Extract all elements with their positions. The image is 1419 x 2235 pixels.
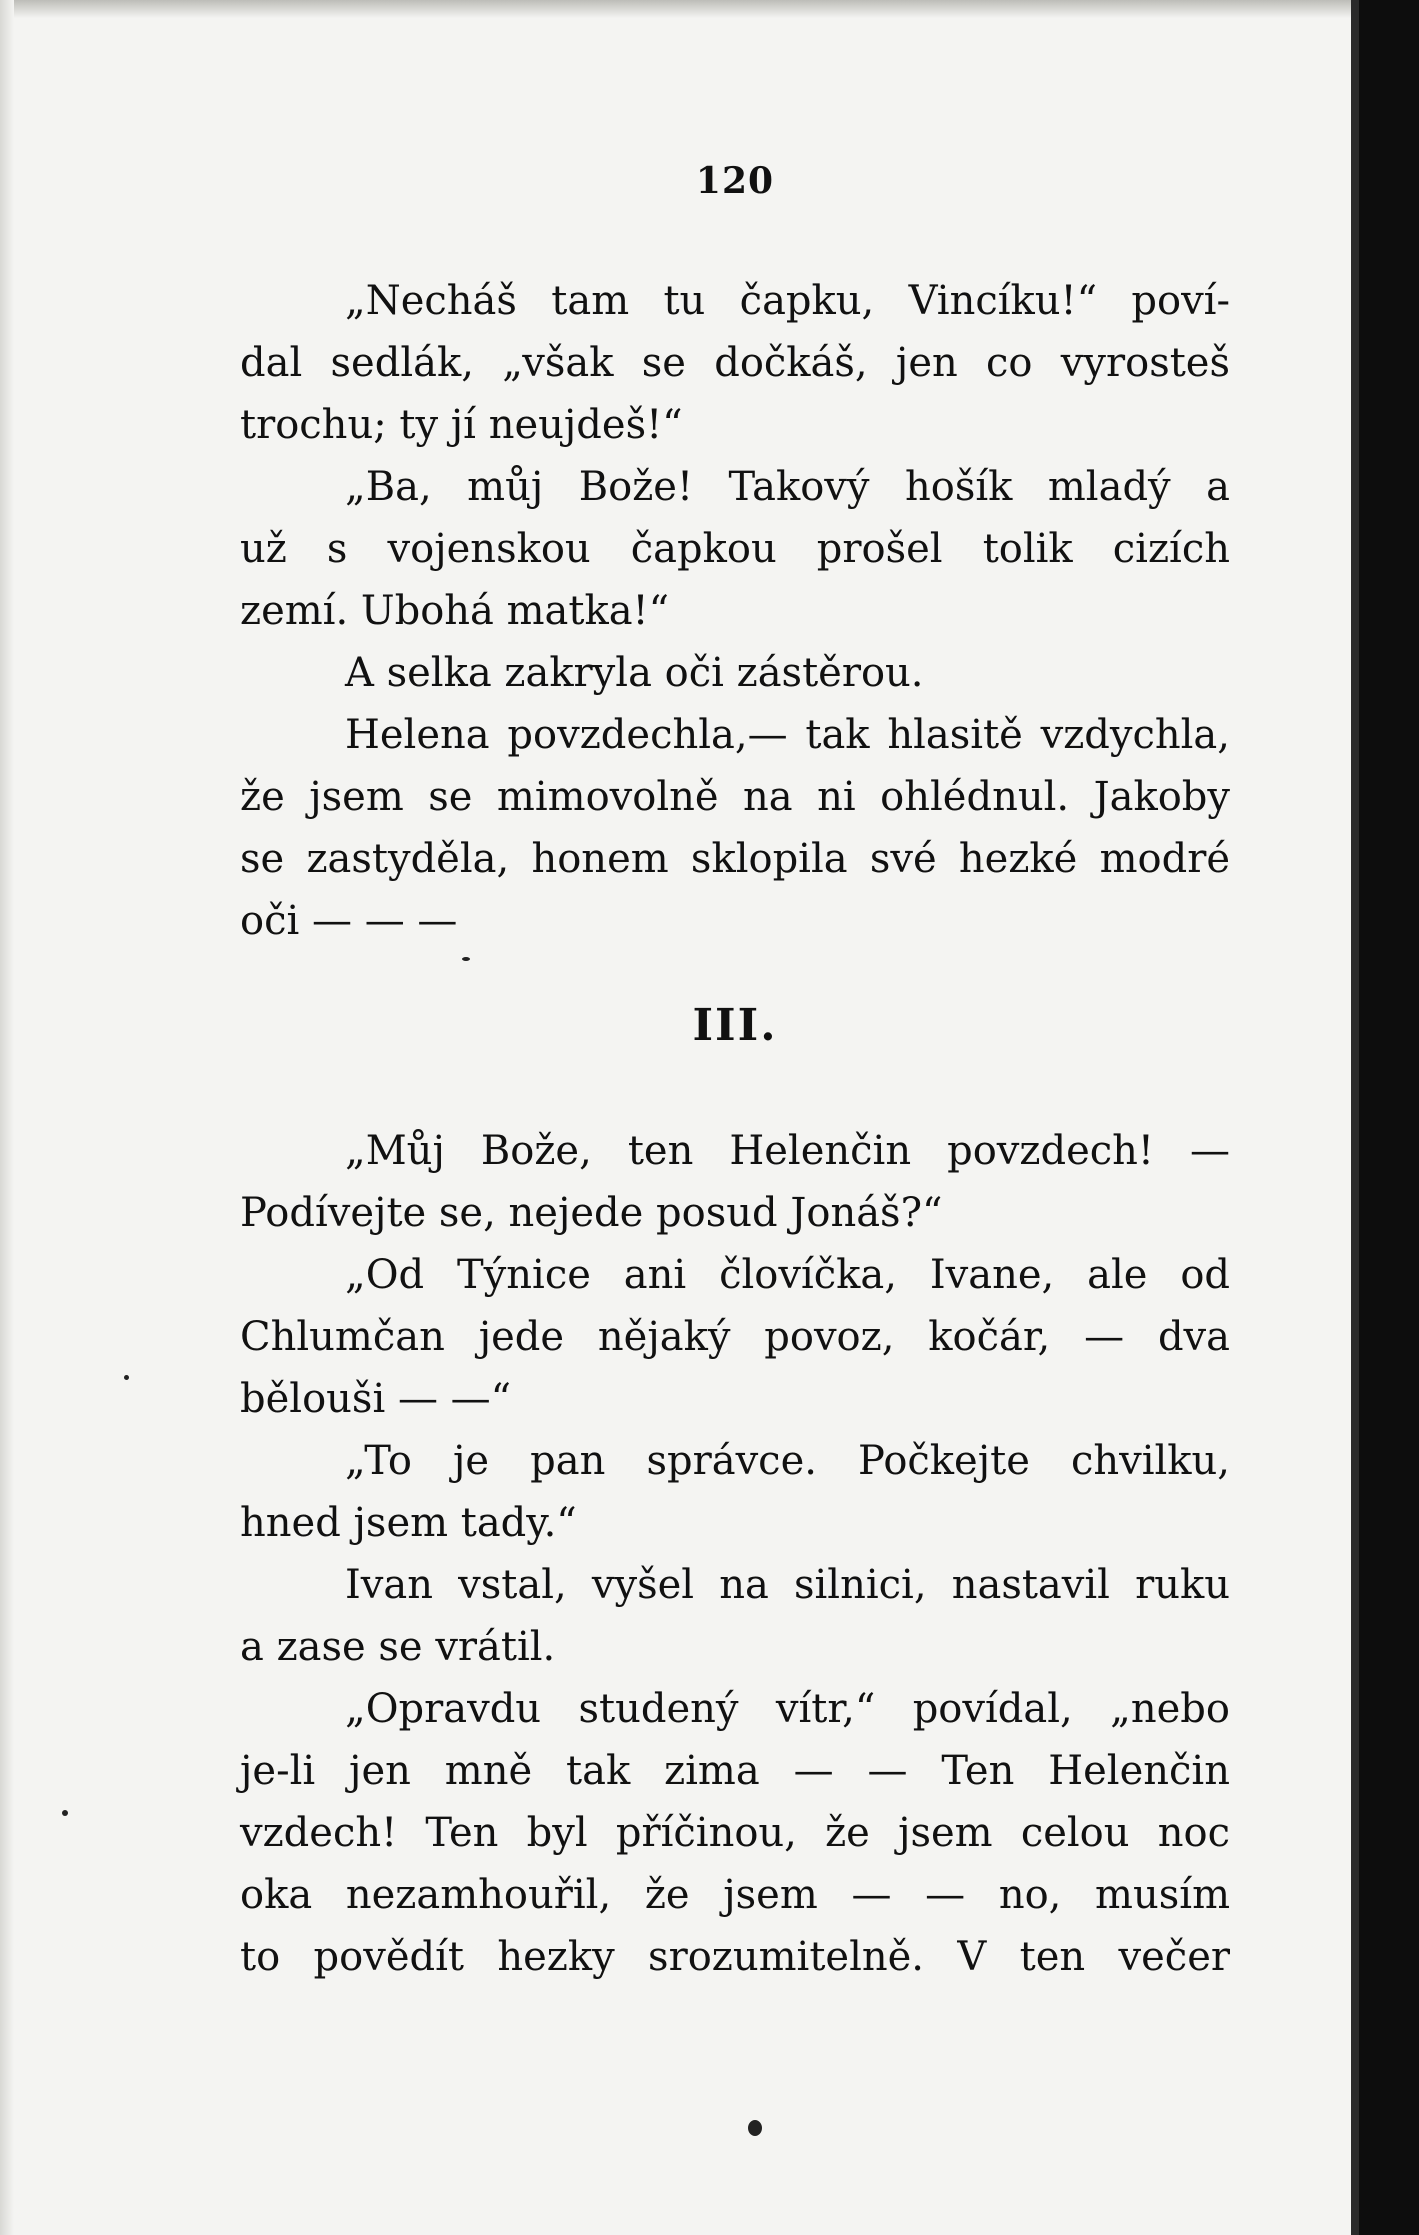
ink-speck xyxy=(748,2120,762,2136)
text-line: Helena povzdechla,— tak hlasitě vzdychla, xyxy=(345,712,1230,758)
text-block-section-2 xyxy=(240,1120,1230,1988)
text-line: oka nezamhouřil, že jsem — — no, musím xyxy=(240,1872,1230,1918)
ink-speck xyxy=(124,1375,129,1380)
text-line: to povědít hezky srozumitelně. V ten večer xyxy=(240,1934,1230,1980)
text-line: že jsem se mimovolně na ni ohlédnul. Jakoby xyxy=(240,774,1230,820)
text-line: už s vojenskou čapkou prošel tolik cizích xyxy=(240,526,1230,572)
page-number: 120 xyxy=(695,160,775,202)
text-line: Podívejte se, nejede posud Jonáš?“ xyxy=(240,1190,943,1236)
text-line: bělouši — —“ xyxy=(240,1376,512,1422)
text-line: „Ba, můj Bože! Takový hošík mladý a xyxy=(345,464,1230,510)
text-line: „Od Týnice ani človíčka, Ivane, ale od xyxy=(345,1252,1230,1298)
text-line: oči — — — xyxy=(240,898,458,944)
text-line: zemí. Ubohá matka!“ xyxy=(240,588,670,634)
text-line: trochu; ty jí neujdeš!“ xyxy=(240,402,683,448)
text-line: Chlumčan jede nějaký povoz, kočár, — dva xyxy=(240,1314,1230,1360)
text-line: Ivan vstal, vyšel na silnici, nastavil ruku xyxy=(345,1562,1230,1608)
text-line: je-li jen mně tak zima — — Ten Helenčin xyxy=(240,1748,1230,1794)
text-line: se zastyděla, honem sklopila své hezké modré xyxy=(240,836,1230,882)
text-line: vzdech! Ten byl příčinou, že jsem celou noc xyxy=(240,1810,1230,1856)
book-spine-edge xyxy=(1351,0,1359,2235)
text-line: „Můj Bože, ten Helenčin povzdech! — xyxy=(345,1128,1230,1174)
text-line: „Opravdu studený vítr,“ povídal, „nebo xyxy=(345,1686,1230,1732)
text-line: „Necháš tam tu čapku, Vincíku!“ poví- xyxy=(345,278,1230,324)
text-line: „To je pan správce. Počkejte chvilku, xyxy=(345,1438,1230,1484)
text-line: A selka zakryla oči zástěrou. xyxy=(345,650,924,696)
text-line: hned jsem tady.“ xyxy=(240,1500,577,1546)
text-line: a zase se vrátil. xyxy=(240,1624,556,1670)
text-line: dal sedlák, „však se dočkáš, jen co vyrosteš xyxy=(240,340,1230,386)
book-cover-edge xyxy=(1359,0,1419,2235)
text-block-section-1 xyxy=(240,270,1230,952)
section-heading: III. xyxy=(692,1000,778,1051)
ink-speck xyxy=(62,1810,68,1816)
ink-speck xyxy=(462,957,470,961)
